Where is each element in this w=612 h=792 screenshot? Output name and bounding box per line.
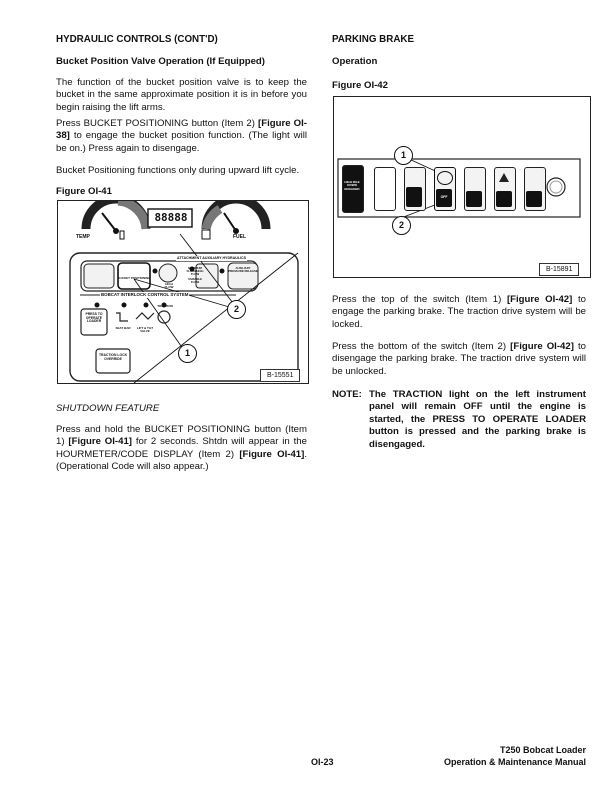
text: to engage the bucket position function. (The light will be on.) Press again to disengage.	[56, 130, 307, 154]
max-flow-label: MAXIMUM FLOW/ HIGH FLOW	[186, 266, 204, 277]
attachment-hydraulics-label: ATTACHMENT AUXILIARY HYDRAULICS	[177, 256, 247, 260]
figure-ref[interactable]: [Figure OI-38]	[56, 118, 307, 142]
disengage-paragraph	[332, 341, 586, 378]
page-number: OI-23	[311, 757, 334, 767]
callout-1: 1	[178, 344, 197, 363]
figure-oi-41	[57, 200, 309, 384]
off-label: OFF	[440, 195, 448, 199]
subsection-heading: Bucket Position Valve Operation (If Equipped)	[56, 56, 265, 67]
section-heading: HYDRAULIC CONTROLS (CONT'D)	[56, 34, 218, 45]
note-text: The TRACTION light on the left instrument panel will remain OFF until the engine is started, the PRESS TO OPERATE LOADER button is pressed and the parking brake is disengaged.	[369, 389, 586, 450]
figure-label-oi-41: Figure OI-41	[56, 186, 112, 197]
shutdown-paragraph	[56, 424, 307, 474]
upward-lift-note: Bucket Positioning functions only during upward lift cycle.	[56, 165, 300, 176]
high-idle-label: HIGH IDLE DOWN ENGAGED	[344, 180, 360, 191]
light-switch-lower	[526, 191, 542, 207]
hazard-switch-lower	[496, 191, 512, 207]
figure-ref[interactable]: [Figure OI-41]	[68, 436, 132, 448]
intro-paragraph: The function of the bucket position valve is to keep the bucket in the same approximate position it is in before you begin raising the lift arms.	[56, 77, 307, 113]
text: Press the bottom of the switch (Item 2)	[332, 341, 511, 352]
note-label: NOTE:	[332, 389, 362, 400]
footer-manual-title: Operation & Maintenance Manual	[443, 757, 586, 767]
callout-1: 1	[394, 146, 413, 165]
figure-b-number: B-15551	[260, 369, 300, 382]
hourmeter-digits: 88888	[154, 211, 188, 224]
operation-heading: Operation	[332, 56, 378, 67]
text: Press and hold the BUCKET POSITIONING button (Item 1)	[56, 424, 307, 448]
figure-ref[interactable]: [Figure OI-42]	[506, 294, 573, 305]
fuel-label: FUEL	[233, 234, 247, 240]
temp-label: TEMP	[76, 234, 90, 240]
rocker-switch-a-lower	[406, 187, 422, 207]
text: Press the top of the switch (Item 1)	[332, 294, 507, 305]
parking-brake-heading: PARKING BRAKE	[332, 34, 415, 45]
figure-b-number: B-15891	[539, 263, 579, 276]
fuel-needle	[224, 213, 236, 231]
text: . (Operational Code will also appear.)	[56, 448, 307, 473]
aux-pressure-label: AUXILIARY PRESSURE RELEASE	[228, 266, 258, 274]
temp-needle	[102, 213, 116, 231]
text: to disengage the parking brake. The traction drive system will be unlocked.	[332, 341, 586, 377]
text: Press BUCKET POSITIONING button (Item 2)	[56, 118, 259, 129]
bucket-position-paragraph	[56, 118, 307, 155]
callout-2: 2	[227, 300, 246, 319]
figure-ref[interactable]: [Figure OI-42]	[510, 341, 574, 352]
figure-oi-42	[333, 96, 591, 278]
traction-lock-override-label: TRACTION LOCK OVERRIDE	[98, 353, 128, 361]
figure-ref[interactable]: [Figure OI-41]	[239, 448, 305, 460]
interlock-system-label: BOBCAT INTERLOCK CONTROL SYSTEM	[101, 292, 189, 297]
footer-model: T250 Bobcat Loader	[499, 745, 586, 755]
seat-bar-label: SEAT BAR	[115, 326, 131, 330]
lift-tilt-label: LIFT & TILT VALVE	[136, 326, 154, 334]
figure-label-oi-42: Figure OI-42	[332, 80, 388, 91]
hazard-triangle-icon	[499, 173, 509, 182]
engage-paragraph	[332, 294, 586, 331]
callout-2: 2	[392, 216, 411, 235]
blank-plate	[374, 167, 396, 211]
shutdown-feature-title: SHUTDOWN FEATURE	[56, 403, 160, 414]
bucket-positioning-label: BUCKET POSITIONING	[117, 276, 151, 280]
rocker-switch-c-lower	[466, 191, 482, 207]
text: to engage the parking brake. The traction drive system will be locked.	[332, 294, 586, 330]
high-flow-label: HIGH FLOW	[164, 282, 174, 290]
press-to-operate-label: PRESS TO OPERATE LOADER	[85, 312, 103, 324]
brake-icon	[437, 171, 453, 185]
switch-panel-illustration	[334, 97, 590, 277]
traction-label: TRACTION	[157, 304, 173, 308]
variable-flow-label: VARIABLE FLOW	[187, 277, 203, 285]
text: for 2 seconds. Shtdn will appear in the HOURMETER/CODE DISPLAY (Item 2)	[56, 436, 307, 460]
